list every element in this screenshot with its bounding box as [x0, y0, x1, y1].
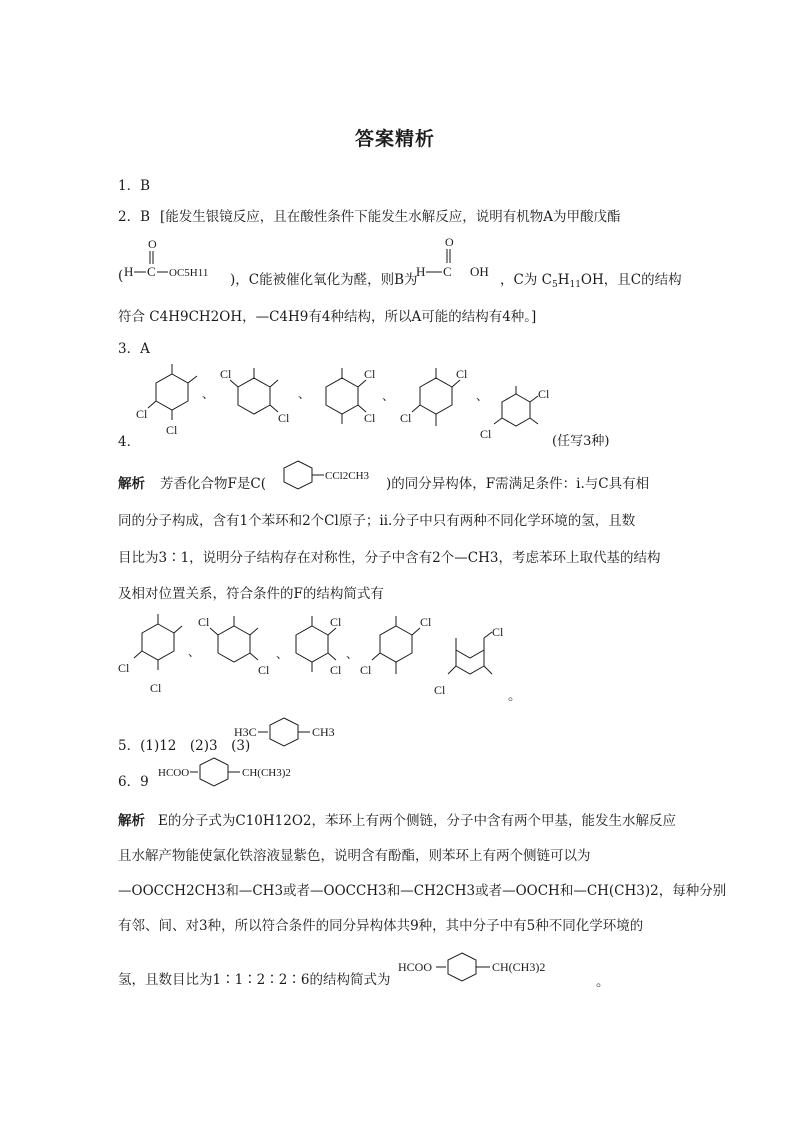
answer-2-line2-mid: )，C能被催化氧化为醛，则B为 — [230, 272, 418, 288]
formula-p-xylene — [232, 713, 362, 749]
svg-text:、: 、 — [298, 387, 311, 401]
structure-d — [400, 367, 468, 426]
svg-text:、: 、 — [476, 389, 489, 403]
atom-o: O — [148, 237, 157, 251]
answer-2-line1: [能发生银镜反应，且在酸性条件下能发生水解反应，说明有机物A为甲酸戊酯 — [160, 209, 621, 225]
group-ch-ch3-2: CH(CH3)2 — [492, 960, 546, 974]
atom-o: O — [445, 235, 454, 249]
structure-b — [220, 367, 290, 425]
analysis-6-line4: 有邻、间、对3种，所以符合条件的同分异构体共9种，其中分子中有5种不同化学环境的 — [118, 918, 644, 934]
group-ch-ch3-2: CH(CH3)2 — [242, 767, 291, 779]
structure-d2 — [360, 615, 432, 677]
svg-text:Cl: Cl — [220, 367, 232, 381]
group-ccl2ch3: CCl2CH3 — [325, 470, 370, 482]
structure-a — [136, 364, 197, 437]
page-title: 答案精析 — [355, 128, 436, 150]
svg-text:Cl: Cl — [330, 663, 342, 677]
structure-b2 — [198, 615, 270, 677]
structure-e — [480, 386, 550, 441]
atom-c: C — [147, 264, 156, 279]
answer-5: 5．(1)12 (2)3 (3) — [118, 738, 251, 754]
answer-2-number: 2．B — [118, 209, 151, 225]
svg-text:Cl: Cl — [480, 427, 492, 441]
answer-4-note: (任写3种) — [552, 434, 610, 449]
group-hcoo: HCOO — [158, 767, 190, 779]
structure-a2 — [118, 614, 182, 695]
group-ch3: CH3 — [312, 725, 335, 739]
svg-text:Cl: Cl — [198, 615, 210, 629]
atom-h: H — [124, 264, 134, 279]
analysis-4-line1a: 芳香化合物F是C( — [160, 476, 266, 492]
svg-text:Cl: Cl — [166, 423, 178, 437]
svg-text:Cl: Cl — [136, 407, 148, 421]
period-4: 。 — [508, 688, 522, 704]
structure-e2 — [434, 625, 504, 697]
formula-formic-acid — [412, 232, 502, 284]
svg-text:Cl: Cl — [538, 387, 550, 401]
analysis-label-4: 解析 — [118, 476, 145, 492]
analysis-6-line2: 且水解产物能使氯化铁溶液显紫色，说明含有酚酯，则苯环上有两个侧链可以为 — [118, 848, 591, 864]
answer-2-line3: 符合 C4H9CH2OH，—C4H9有4种结构，所以A可能的结构有4种。] — [118, 309, 537, 325]
group-oc5h11: OC5H11 — [169, 267, 209, 279]
svg-text:Cl: Cl — [420, 615, 432, 629]
svg-text:、: 、 — [382, 389, 395, 403]
svg-text:Cl: Cl — [456, 367, 468, 381]
svg-text:Cl: Cl — [400, 411, 412, 425]
group-oh: OH — [470, 264, 489, 279]
svg-text:Cl: Cl — [434, 683, 446, 697]
svg-text:Cl: Cl — [364, 367, 376, 381]
answer-3: 3．A — [118, 341, 150, 357]
analysis-label-6: 解析 — [118, 813, 145, 829]
analysis-6-line1: E的分子式为C10H12O2，苯环上有两个侧链，分子中含有两个甲基，能发生水解反应 — [158, 813, 676, 829]
answer-2-paren: ( — [118, 268, 124, 284]
formula-compound-c — [268, 455, 393, 493]
answer-4-number: 4． — [118, 434, 141, 450]
group-h3c: H3C — [234, 725, 257, 739]
svg-text:Cl: Cl — [258, 663, 270, 677]
analysis-4-line1b: )的同分异构体，F需满足条件：ⅰ.与C具有相 — [386, 476, 650, 492]
structure-c2 — [296, 615, 342, 677]
formula-formate-ester — [118, 236, 218, 286]
group-hcoo: HCOO — [398, 960, 433, 974]
answer-1: 1．B — [118, 178, 151, 194]
atom-c: C — [443, 264, 452, 279]
svg-text:Cl: Cl — [150, 681, 162, 695]
analysis-6-line3: —OOCCH2CH3和—CH3或者—OOCCH3和—CH2CH3或者—OOCH和—CH(CH3)2，每种分别 — [118, 883, 727, 899]
svg-text:Cl: Cl — [278, 411, 290, 425]
analysis-4-line3: 目比为3∶1，说明分子结构存在对称性，分子中含有2个—CH3，考虑苯环上取代基的结构 — [118, 550, 661, 566]
structure-c — [326, 367, 376, 425]
formula-answer-6 — [158, 753, 348, 789]
answer-6-number: 6．9 — [118, 774, 149, 790]
period-6: 。 — [596, 974, 610, 990]
atom-h: H — [416, 264, 426, 279]
answer-2-line2-post: ，C为 $C_5H_{11}OH$，且C的结构 — [500, 272, 682, 290]
analysis-4-line2: 同的分子构成，含有1个苯环和2个Cl原子；ⅱ.分子中只有两种不同化学环境的氢，且数 — [118, 513, 636, 529]
structures-row-2 — [110, 608, 530, 700]
svg-text:Cl: Cl — [364, 411, 376, 425]
svg-text:Cl: Cl — [118, 661, 130, 675]
svg-text:Cl: Cl — [492, 625, 504, 639]
svg-text:、: 、 — [202, 387, 215, 401]
svg-text:、: 、 — [276, 647, 289, 661]
svg-text:Cl: Cl — [360, 663, 372, 677]
svg-text:、: 、 — [346, 647, 359, 661]
formula-answer-6-final — [398, 948, 608, 988]
analysis-4-line4: 及相对位置关系，符合条件的F的结构简式有 — [118, 586, 384, 602]
svg-text:Cl: Cl — [330, 615, 342, 629]
analysis-6-line5: 氢，且数目比为1∶1∶2∶2∶6的结构简式为 — [118, 972, 391, 988]
svg-text:、: 、 — [188, 645, 201, 659]
